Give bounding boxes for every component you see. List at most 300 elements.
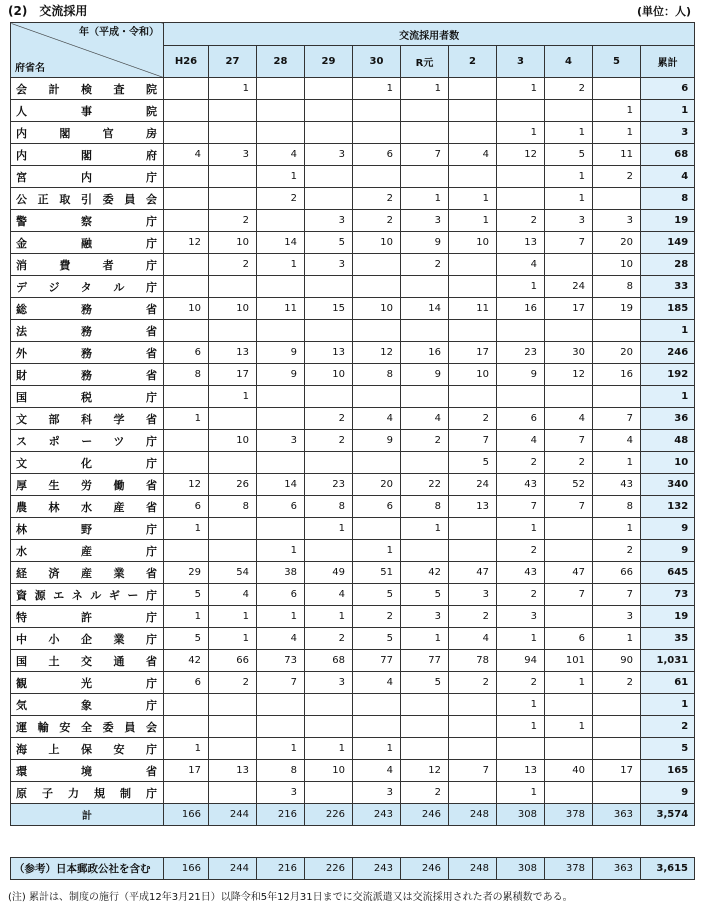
value-cell bbox=[497, 166, 545, 188]
value-cell: 1 bbox=[401, 188, 449, 210]
value-cell: 2 bbox=[497, 540, 545, 562]
value-cell bbox=[164, 254, 209, 276]
value-cell bbox=[401, 320, 449, 342]
value-cell: 17 bbox=[209, 364, 257, 386]
value-cell bbox=[164, 100, 209, 122]
table-row bbox=[11, 188, 695, 210]
value-cell: 8 bbox=[164, 364, 209, 386]
value-cell bbox=[353, 100, 401, 122]
value-cell bbox=[257, 408, 305, 430]
value-cell: 7 bbox=[593, 584, 641, 606]
table-row bbox=[11, 166, 695, 188]
value-cell: 5 bbox=[164, 628, 209, 650]
value-cell: 10 bbox=[305, 364, 353, 386]
sum-label-cell: 計 bbox=[11, 804, 164, 826]
value-cell: 1 bbox=[593, 518, 641, 540]
value-cell: 16 bbox=[497, 298, 545, 320]
value-cell bbox=[593, 78, 641, 100]
cumulative-total-cell: 165 bbox=[641, 760, 695, 782]
table-row bbox=[11, 276, 695, 298]
value-cell: 6 bbox=[257, 584, 305, 606]
cumulative-total-cell: 68 bbox=[641, 144, 695, 166]
org-name-cell: 文部科学省 bbox=[11, 408, 164, 430]
value-cell: 26 bbox=[209, 474, 257, 496]
value-cell bbox=[545, 694, 593, 716]
org-name-cell: 文化庁 bbox=[11, 452, 164, 474]
value-cell: 51 bbox=[353, 562, 401, 584]
value-cell: 1 bbox=[545, 166, 593, 188]
value-cell: 94 bbox=[497, 650, 545, 672]
cumulative-total-cell: 9 bbox=[641, 518, 695, 540]
value-cell bbox=[593, 320, 641, 342]
table-row bbox=[11, 122, 695, 144]
cumulative-total-cell: 10 bbox=[641, 452, 695, 474]
value-cell: 2 bbox=[305, 408, 353, 430]
cumulative-total-cell: 1 bbox=[641, 694, 695, 716]
value-cell: 13 bbox=[497, 232, 545, 254]
org-name-cell: 環境省 bbox=[11, 760, 164, 782]
table-row bbox=[11, 430, 695, 452]
value-cell: 1 bbox=[353, 738, 401, 760]
org-name-cell: 中小企業庁 bbox=[11, 628, 164, 650]
value-cell: 43 bbox=[497, 474, 545, 496]
org-name-cell: 公正取引委員会 bbox=[11, 188, 164, 210]
value-cell bbox=[401, 694, 449, 716]
value-cell bbox=[164, 78, 209, 100]
sum-value-cell: 243 bbox=[353, 804, 401, 826]
value-cell bbox=[353, 716, 401, 738]
value-cell: 1 bbox=[305, 518, 353, 540]
value-cell: 1 bbox=[209, 628, 257, 650]
value-cell bbox=[497, 188, 545, 210]
value-cell: 3 bbox=[545, 210, 593, 232]
year-header-cell: 3 bbox=[497, 46, 545, 78]
value-cell: 1 bbox=[305, 738, 353, 760]
value-cell bbox=[353, 694, 401, 716]
sum-value-cell: 363 bbox=[593, 804, 641, 826]
value-cell: 19 bbox=[593, 298, 641, 320]
value-cell: 1 bbox=[257, 540, 305, 562]
cumulative-total-cell: 5 bbox=[641, 738, 695, 760]
cumulative-total-cell: 645 bbox=[641, 562, 695, 584]
org-name-cell: 消費者庁 bbox=[11, 254, 164, 276]
value-cell: 1 bbox=[593, 122, 641, 144]
value-cell: 5 bbox=[545, 144, 593, 166]
value-cell: 2 bbox=[305, 430, 353, 452]
value-cell: 2 bbox=[545, 78, 593, 100]
reference-value-cell: 248 bbox=[449, 858, 497, 880]
value-cell bbox=[257, 78, 305, 100]
value-cell bbox=[257, 122, 305, 144]
org-name-cell: 会計検査院 bbox=[11, 78, 164, 100]
cumulative-total-cell: 246 bbox=[641, 342, 695, 364]
value-cell bbox=[449, 694, 497, 716]
org-name-cell: 金融庁 bbox=[11, 232, 164, 254]
value-cell bbox=[353, 518, 401, 540]
value-cell: 8 bbox=[305, 496, 353, 518]
org-name-cell: 外務省 bbox=[11, 342, 164, 364]
value-cell: 1 bbox=[257, 606, 305, 628]
value-cell bbox=[545, 254, 593, 276]
table-row bbox=[11, 298, 695, 320]
value-cell: 9 bbox=[257, 342, 305, 364]
value-cell: 7 bbox=[545, 496, 593, 518]
value-cell: 30 bbox=[545, 342, 593, 364]
value-cell: 23 bbox=[305, 474, 353, 496]
value-cell: 2 bbox=[497, 672, 545, 694]
table-row bbox=[11, 474, 695, 496]
value-cell: 1 bbox=[497, 78, 545, 100]
value-cell: 4 bbox=[257, 144, 305, 166]
value-cell: 3 bbox=[449, 584, 497, 606]
value-cell: 1 bbox=[497, 518, 545, 540]
value-cell: 2 bbox=[401, 254, 449, 276]
reference-value-cell: 244 bbox=[209, 858, 257, 880]
org-name-cell: 海上保安庁 bbox=[11, 738, 164, 760]
value-cell bbox=[257, 210, 305, 232]
value-cell bbox=[401, 166, 449, 188]
value-cell bbox=[305, 78, 353, 100]
value-cell: 3 bbox=[497, 606, 545, 628]
org-name-cell: 農林水産省 bbox=[11, 496, 164, 518]
year-header-cell: 2 bbox=[449, 46, 497, 78]
value-cell bbox=[353, 276, 401, 298]
value-cell: 4 bbox=[164, 144, 209, 166]
value-cell: 5 bbox=[401, 672, 449, 694]
org-name-cell: 観光庁 bbox=[11, 672, 164, 694]
value-cell bbox=[257, 452, 305, 474]
value-cell: 2 bbox=[593, 540, 641, 562]
value-cell bbox=[353, 122, 401, 144]
table-row bbox=[11, 628, 695, 650]
value-cell: 12 bbox=[545, 364, 593, 386]
value-cell: 38 bbox=[257, 562, 305, 584]
value-cell: 1 bbox=[353, 540, 401, 562]
value-cell bbox=[401, 716, 449, 738]
value-cell: 1 bbox=[209, 78, 257, 100]
value-cell: 5 bbox=[164, 584, 209, 606]
value-cell: 1 bbox=[257, 738, 305, 760]
value-cell bbox=[164, 276, 209, 298]
value-cell: 1 bbox=[593, 628, 641, 650]
table-row bbox=[11, 518, 695, 540]
value-cell: 11 bbox=[257, 298, 305, 320]
value-cell bbox=[209, 518, 257, 540]
value-cell: 13 bbox=[209, 342, 257, 364]
value-cell bbox=[209, 122, 257, 144]
value-cell bbox=[449, 518, 497, 540]
total-header-cell: 累計 bbox=[641, 46, 695, 78]
cumulative-total-cell: 8 bbox=[641, 188, 695, 210]
table-row bbox=[11, 320, 695, 342]
value-cell: 11 bbox=[449, 298, 497, 320]
cumulative-total-cell: 1 bbox=[641, 320, 695, 342]
cumulative-total-cell: 3 bbox=[641, 122, 695, 144]
org-name-cell: 財務省 bbox=[11, 364, 164, 386]
value-cell: 4 bbox=[497, 430, 545, 452]
value-cell: 101 bbox=[545, 650, 593, 672]
table-row bbox=[11, 408, 695, 430]
cumulative-total-cell: 4 bbox=[641, 166, 695, 188]
cumulative-total-cell: 149 bbox=[641, 232, 695, 254]
value-cell: 6 bbox=[353, 144, 401, 166]
value-cell bbox=[353, 320, 401, 342]
sum-value-cell: 246 bbox=[401, 804, 449, 826]
value-cell: 40 bbox=[545, 760, 593, 782]
org-name-cell: 林野庁 bbox=[11, 518, 164, 540]
value-cell: 14 bbox=[257, 474, 305, 496]
value-cell: 4 bbox=[449, 144, 497, 166]
value-cell: 1 bbox=[401, 518, 449, 540]
cumulative-total-cell: 28 bbox=[641, 254, 695, 276]
value-cell bbox=[449, 100, 497, 122]
value-cell: 23 bbox=[497, 342, 545, 364]
reference-value-cell: 166 bbox=[164, 858, 209, 880]
cumulative-total-cell: 1 bbox=[641, 386, 695, 408]
value-cell: 9 bbox=[353, 430, 401, 452]
value-cell bbox=[497, 386, 545, 408]
value-cell: 2 bbox=[593, 672, 641, 694]
value-cell: 5 bbox=[401, 584, 449, 606]
value-cell: 14 bbox=[257, 232, 305, 254]
value-cell: 2 bbox=[305, 628, 353, 650]
value-cell: 3 bbox=[401, 606, 449, 628]
value-cell: 10 bbox=[353, 298, 401, 320]
value-cell: 1 bbox=[449, 210, 497, 232]
table-row bbox=[11, 78, 695, 100]
value-cell: 4 bbox=[593, 430, 641, 452]
cumulative-total-cell: 48 bbox=[641, 430, 695, 452]
value-cell: 7 bbox=[545, 584, 593, 606]
year-header-cell: 30 bbox=[353, 46, 401, 78]
value-cell bbox=[305, 166, 353, 188]
value-cell: 5 bbox=[305, 232, 353, 254]
value-cell bbox=[209, 100, 257, 122]
table-row bbox=[11, 540, 695, 562]
value-cell bbox=[593, 694, 641, 716]
sum-total-cell: 3,574 bbox=[641, 804, 695, 826]
value-cell: 3 bbox=[305, 672, 353, 694]
value-cell bbox=[209, 166, 257, 188]
value-cell: 1 bbox=[497, 694, 545, 716]
value-cell bbox=[401, 386, 449, 408]
value-cell: 2 bbox=[401, 430, 449, 452]
value-cell: 9 bbox=[497, 364, 545, 386]
value-cell: 73 bbox=[257, 650, 305, 672]
value-cell: 1 bbox=[353, 78, 401, 100]
org-name-cell: 法務省 bbox=[11, 320, 164, 342]
group-header: 交流採用者数 bbox=[164, 23, 695, 46]
reference-value-cell: 363 bbox=[593, 858, 641, 880]
reference-row bbox=[11, 858, 695, 880]
value-cell bbox=[164, 716, 209, 738]
value-cell: 20 bbox=[593, 342, 641, 364]
value-cell: 1 bbox=[497, 276, 545, 298]
table-row bbox=[11, 232, 695, 254]
sum-value-cell: 166 bbox=[164, 804, 209, 826]
org-name-cell: 宮内庁 bbox=[11, 166, 164, 188]
value-cell bbox=[449, 166, 497, 188]
value-cell bbox=[593, 738, 641, 760]
value-cell: 24 bbox=[449, 474, 497, 496]
value-cell: 6 bbox=[164, 496, 209, 518]
value-cell: 12 bbox=[401, 760, 449, 782]
value-cell bbox=[593, 188, 641, 210]
value-cell: 1 bbox=[545, 716, 593, 738]
value-cell: 9 bbox=[257, 364, 305, 386]
value-cell bbox=[449, 738, 497, 760]
table-row bbox=[11, 210, 695, 232]
value-cell: 2 bbox=[257, 188, 305, 210]
value-cell: 42 bbox=[401, 562, 449, 584]
value-cell bbox=[497, 100, 545, 122]
value-cell: 1 bbox=[164, 518, 209, 540]
value-cell bbox=[164, 452, 209, 474]
value-cell: 7 bbox=[257, 672, 305, 694]
value-cell bbox=[449, 386, 497, 408]
value-cell bbox=[353, 452, 401, 474]
value-cell bbox=[164, 166, 209, 188]
cumulative-total-cell: 340 bbox=[641, 474, 695, 496]
cumulative-total-cell: 1 bbox=[641, 100, 695, 122]
sum-value-cell: 216 bbox=[257, 804, 305, 826]
reference-value-cell: 243 bbox=[353, 858, 401, 880]
value-cell: 1 bbox=[449, 188, 497, 210]
table-row bbox=[11, 386, 695, 408]
value-cell: 12 bbox=[353, 342, 401, 364]
value-cell: 1 bbox=[545, 188, 593, 210]
value-cell bbox=[401, 122, 449, 144]
value-cell bbox=[305, 694, 353, 716]
value-cell bbox=[209, 782, 257, 804]
reference-table bbox=[10, 857, 695, 880]
org-name-cell: 内閣官房 bbox=[11, 122, 164, 144]
value-cell: 2 bbox=[593, 166, 641, 188]
org-name-cell: 特許庁 bbox=[11, 606, 164, 628]
value-cell: 47 bbox=[545, 562, 593, 584]
value-cell bbox=[545, 782, 593, 804]
table-row bbox=[11, 584, 695, 606]
value-cell: 2 bbox=[209, 672, 257, 694]
value-cell bbox=[164, 188, 209, 210]
value-cell: 1 bbox=[257, 254, 305, 276]
cumulative-total-cell: 36 bbox=[641, 408, 695, 430]
value-cell: 24 bbox=[545, 276, 593, 298]
value-cell: 8 bbox=[593, 276, 641, 298]
reference-label-cell: （参考）日本郵政公社を含む bbox=[11, 858, 164, 880]
cumulative-total-cell: 1,031 bbox=[641, 650, 695, 672]
value-cell bbox=[305, 716, 353, 738]
org-name-cell: 気象庁 bbox=[11, 694, 164, 716]
table-row bbox=[11, 672, 695, 694]
value-cell: 3 bbox=[305, 144, 353, 166]
value-cell: 13 bbox=[497, 760, 545, 782]
year-header-label: 年（平成・令和） bbox=[79, 27, 159, 38]
value-cell: 3 bbox=[257, 430, 305, 452]
value-cell: 12 bbox=[164, 232, 209, 254]
value-cell: 10 bbox=[164, 298, 209, 320]
value-cell bbox=[545, 606, 593, 628]
value-cell bbox=[305, 386, 353, 408]
value-cell: 4 bbox=[353, 408, 401, 430]
value-cell bbox=[305, 100, 353, 122]
value-cell bbox=[449, 716, 497, 738]
value-cell: 12 bbox=[497, 144, 545, 166]
value-cell bbox=[401, 738, 449, 760]
value-cell: 1 bbox=[497, 782, 545, 804]
cumulative-total-cell: 35 bbox=[641, 628, 695, 650]
value-cell: 2 bbox=[209, 210, 257, 232]
value-cell: 2 bbox=[449, 672, 497, 694]
value-cell: 15 bbox=[305, 298, 353, 320]
value-cell bbox=[545, 540, 593, 562]
year-header-cell: 27 bbox=[209, 46, 257, 78]
table-row bbox=[11, 760, 695, 782]
value-cell: 13 bbox=[449, 496, 497, 518]
value-cell: 4 bbox=[449, 628, 497, 650]
reference-value-cell: 246 bbox=[401, 858, 449, 880]
value-cell: 3 bbox=[593, 606, 641, 628]
table-row bbox=[11, 254, 695, 276]
cumulative-total-cell: 185 bbox=[641, 298, 695, 320]
value-cell: 7 bbox=[449, 760, 497, 782]
org-name-cell: スポーツ庁 bbox=[11, 430, 164, 452]
year-header-cell: 28 bbox=[257, 46, 305, 78]
value-cell: 2 bbox=[497, 584, 545, 606]
org-name-cell: 国土交通省 bbox=[11, 650, 164, 672]
value-cell: 20 bbox=[353, 474, 401, 496]
value-cell: 17 bbox=[164, 760, 209, 782]
value-cell bbox=[164, 386, 209, 408]
cumulative-total-cell: 6 bbox=[641, 78, 695, 100]
section-title: 交流採用 bbox=[39, 4, 88, 18]
value-cell: 3 bbox=[257, 782, 305, 804]
sum-row bbox=[11, 804, 695, 826]
value-cell: 77 bbox=[401, 650, 449, 672]
cumulative-total-cell: 19 bbox=[641, 210, 695, 232]
value-cell: 10 bbox=[449, 232, 497, 254]
value-cell: 2 bbox=[401, 782, 449, 804]
value-cell bbox=[545, 100, 593, 122]
value-cell bbox=[449, 276, 497, 298]
table-row bbox=[11, 144, 695, 166]
value-cell bbox=[545, 738, 593, 760]
table-row bbox=[11, 694, 695, 716]
value-cell: 1 bbox=[497, 628, 545, 650]
table-row bbox=[11, 738, 695, 760]
value-cell: 4 bbox=[353, 760, 401, 782]
org-name-cell: 厚生労働省 bbox=[11, 474, 164, 496]
value-cell: 6 bbox=[545, 628, 593, 650]
value-cell bbox=[353, 254, 401, 276]
value-cell: 77 bbox=[353, 650, 401, 672]
org-name-cell: 資源エネルギー庁 bbox=[11, 584, 164, 606]
table-row bbox=[11, 716, 695, 738]
value-cell: 1 bbox=[209, 386, 257, 408]
value-cell bbox=[257, 320, 305, 342]
sum-value-cell: 378 bbox=[545, 804, 593, 826]
value-cell bbox=[209, 188, 257, 210]
value-cell: 17 bbox=[449, 342, 497, 364]
org-name-cell: 水産庁 bbox=[11, 540, 164, 562]
value-cell: 9 bbox=[401, 232, 449, 254]
corner-header-cell bbox=[11, 23, 164, 78]
value-cell: 1 bbox=[497, 122, 545, 144]
table-row bbox=[11, 100, 695, 122]
value-cell: 2 bbox=[353, 188, 401, 210]
value-cell: 14 bbox=[401, 298, 449, 320]
value-cell bbox=[497, 320, 545, 342]
